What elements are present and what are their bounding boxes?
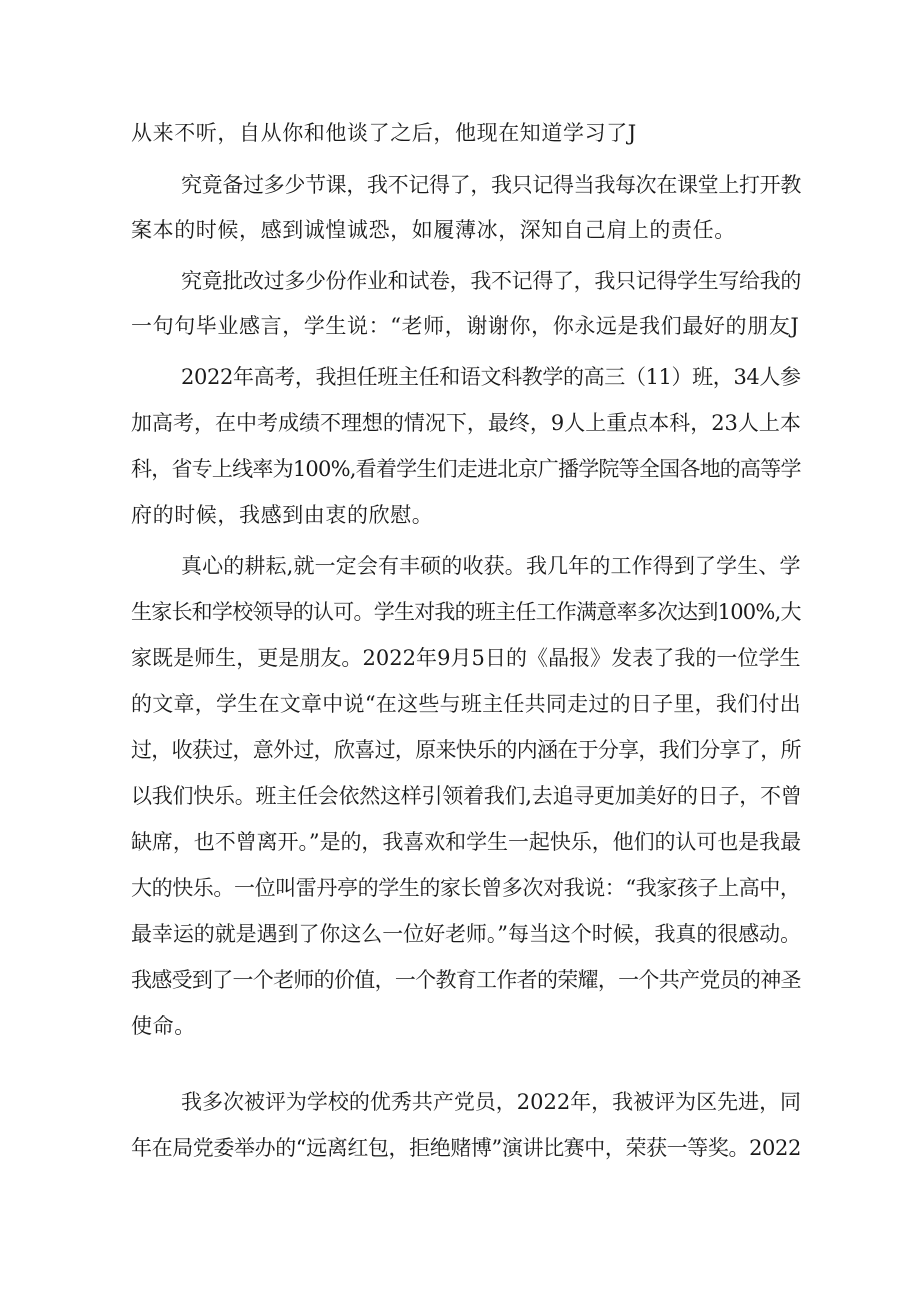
text-line: 过，收获过，意外过，欣喜过，原来快乐的内涵在于分享，我们分享了，所 <box>131 738 801 762</box>
text-line: 从来不听，自从你和他谈了之后，他现在知道学习了J <box>131 121 637 145</box>
text-line: 一句句毕业感言，学生说：“老师，谢谢你，你永远是我们最好的朋友J <box>131 314 800 338</box>
text-line: 我感受到了一个老师的价值，一个教育工作者的荣耀，一个共产党员的神圣 <box>131 968 801 992</box>
text-line: 家既是师生，更是朋友。2022年9月5日的《晶报》发表了我的一位学生 <box>131 646 801 670</box>
text-line: 生家长和学校领导的认可。学生对我的班主任工作满意率多次达到100%,大 <box>131 600 801 624</box>
paragraph-first-line: 真心的耕耘,就一定会有丰硕的收获。我几年的工作得到了学生、学 <box>181 554 801 578</box>
text-line: 使命。 <box>131 1014 196 1038</box>
text-line: 加高考，在中考成绩不理想的情况下，最终，9人上重点本科，23人上本 <box>131 411 801 435</box>
text-line: 最幸运的就是遇到了你这么一位好老师。”每当这个时候，我真的很感动。 <box>131 922 802 946</box>
text-line: 缺席，也不曾离开。”是的，我喜欢和学生一起快乐，他们的认可也是我最 <box>131 830 802 854</box>
text-line: 案本的时候，感到诚惶诚恐，如履薄冰，深知自己肩上的责任。 <box>131 218 736 242</box>
text-line: 以我们快乐。班主任会依然这样引领着我们,去追寻更加美好的日子，不曾 <box>131 784 802 808</box>
text-line: 大的快乐。一位叫雷丹亭的学生的家长曾多次对我说：“我家孩子上高中， <box>131 876 801 900</box>
text-line: 年在局党委举办的“远离红包，拒绝赌博”演讲比赛中，荣获一等奖。2022 <box>131 1136 801 1160</box>
text-line: 府的时候，我感到由衷的欣慰。 <box>131 503 434 527</box>
text-line: 的文章，学生在文章中说“在这些与班主任共同走过的日子里，我们付出 <box>131 692 801 716</box>
paragraph-first-line: 究竟批改过多少份作业和试卷，我不记得了，我只记得学生写给我的 <box>181 269 801 293</box>
paragraph-first-line: 究竟备过多少节课，我不记得了，我只记得当我每次在课堂上打开教 <box>181 173 801 197</box>
text-line: 科，省专上线率为100%,看着学生们走进北京广播学院等全国各地的高等学 <box>131 457 801 481</box>
paragraph-first-line: 2022年高考，我担任班主任和语文科教学的高三（11）班，34人参 <box>181 365 801 389</box>
paragraph-first-line: 我多次被评为学校的优秀共产党员，2022年，我被评为区先进，同 <box>181 1090 802 1114</box>
